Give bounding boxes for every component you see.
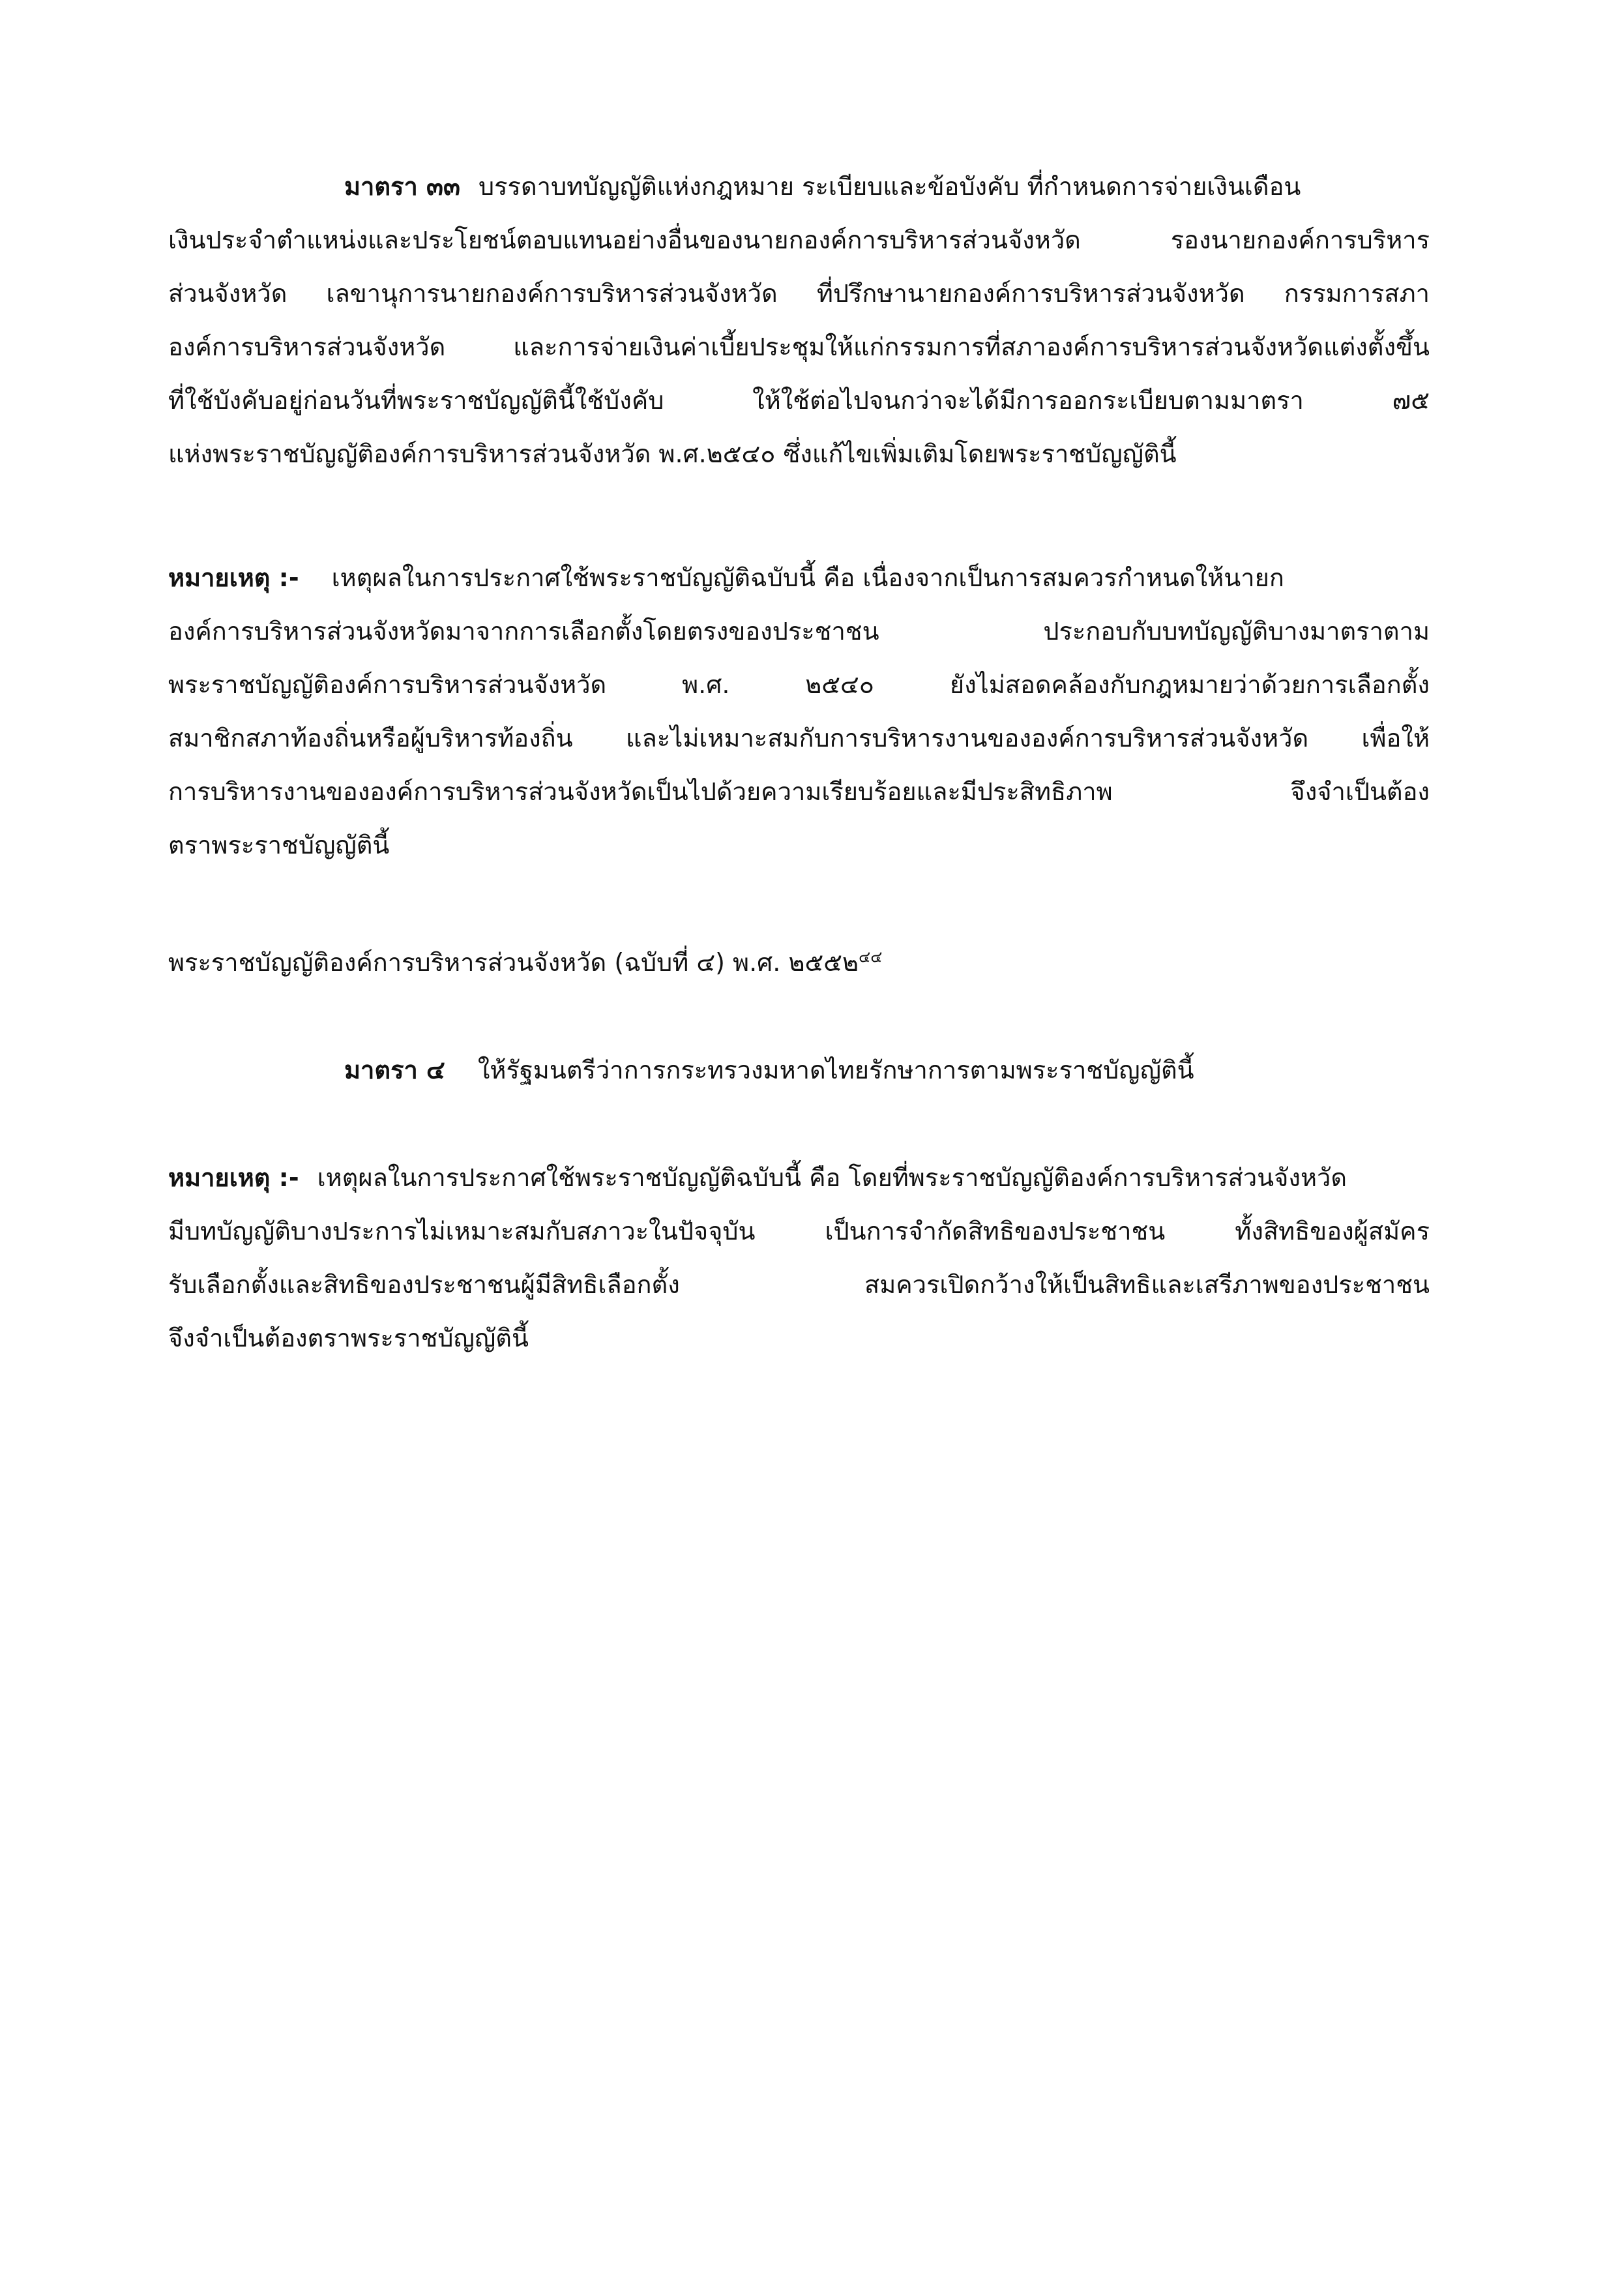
note-1-line-3: สมาชิกสภาท้องถิ่นหรือผู้บริหารท้องถิ่น และไม่เหมาะสมกับการบริหารงานขององค์การบริหารส่วนจังหวัด เพื่อให้	[168, 724, 1430, 753]
section-33-line-4: ที่ใช้บังคับอยู่ก่อนวันที่พระราชบัญญัตินี้ใช้บังคับ ให้ใช้ต่อไปจนกว่าจะได้มีการออกระเบียบตามมาตรา ๗๕	[168, 386, 1430, 415]
note-1	[168, 551, 1430, 872]
section-33-line-3: องค์การบริหารส่วนจังหวัด และการจ่ายเงินค่าเบี้ยประชุมให้แก่กรรมการที่สภาองค์การบริหารส่วนจังหวัดแต่งตั้งขึ้น	[168, 333, 1430, 361]
note-2	[168, 1151, 1430, 1365]
section-4-text: ให้รัฐมนตรีว่าการกระทรวงมหาดไทยรักษาการตามพระราชบัญญัตินี้	[477, 1056, 1194, 1084]
note-1-line-2: พระราชบัญญัติองค์การบริหารส่วนจังหวัด พ.ศ. ๒๕๔๐ ยังไม่สอดคล้องกับกฎหมายว่าด้วยการเลือกตั้ง	[168, 670, 1430, 699]
note-2-line-2: รับเลือกตั้งและสิทธิของประชาชนผู้มีสิทธิเลือกตั้ง สมควรเปิดกว้างให้เป็นสิทธิและเสรีภาพของประชาชน	[168, 1270, 1430, 1299]
section-33	[168, 160, 1430, 481]
note-1-line-1: องค์การบริหารส่วนจังหวัดมาจากการเลือกตั้งโดยตรงของประชาชน ประกอบกับบทบัญญัติบางมาตราตาม	[168, 617, 1430, 646]
act-4-title-line	[168, 936, 1430, 989]
section-33-line-2: ส่วนจังหวัด เลขานุการนายกองค์การบริหารส่วนจังหวัด ที่ปรึกษานายกองค์การบริหารส่วนจังหวัด กรรมการสภา	[168, 279, 1430, 308]
note-2-line-3: จึงจำเป็นต้องตราพระราชบัญญัตินี้	[168, 1324, 529, 1352]
note-2-line-0: เหตุผลในการประกาศใช้พระราชบัญญัติฉบับนี้ คือ โดยที่พระราชบัญญัติองค์การบริหารส่วนจังหวัด	[317, 1163, 1347, 1192]
act-4-title: พระราชบัญญัติองค์การบริหารส่วนจังหวัด (ฉบับที่ ๔) พ.ศ. ๒๕๕๒	[168, 948, 859, 977]
section-33-line-1: เงินประจำตำแหน่งและประโยชน์ตอบแทนอย่างอื่นของนายกองค์การบริหารส่วนจังหวัด รองนายกองค์การบริหาร	[168, 226, 1430, 254]
section-33-label: มาตรา ๓๓	[344, 172, 460, 201]
act-4-heading	[168, 936, 1430, 989]
note-1-label: หมายเหตุ :-	[168, 563, 299, 592]
note-2-label: หมายเหตุ :-	[168, 1163, 299, 1192]
section-4	[168, 1043, 1430, 1097]
note-1-line-0: เหตุผลในการประกาศใช้พระราชบัญญัติฉบับนี้ คือ เนื่องจากเป็นการสมควรกำหนดให้นายก	[331, 563, 1284, 592]
section-4-line	[168, 1043, 1430, 1097]
note-2-first-line	[168, 1151, 1430, 1204]
note-1-line-5: ตราพระราชบัญญัตินี้	[168, 831, 390, 859]
footnote-marker: ๔๔	[859, 947, 883, 966]
note-2-line-1: มีบทบัญญัติบางประการไม่เหมาะสมกับสภาวะในปัจจุบัน เป็นการจำกัดสิทธิของประชาชน ทั้งสิทธิของผู้สมัคร	[168, 1217, 1430, 1245]
section-33-line-5: แห่งพระราชบัญญัติองค์การบริหารส่วนจังหวัด พ.ศ.๒๕๔๐ ซึ่งแก้ไขเพิ่มเติมโดยพระราชบัญญัตินี้	[168, 440, 1177, 468]
note-1-first-line	[168, 551, 1430, 604]
note-1-line-4: การบริหารงานขององค์การบริหารส่วนจังหวัดเป็นไปด้วยความเรียบร้อยและมีประสิทธิภาพ จึงจำเป็นต้อง	[168, 777, 1430, 806]
section-33-line-0: บรรดาบทบัญญัติแห่งกฎหมาย ระเบียบและข้อบังคับ ที่กำหนดการจ่ายเงินเดือน	[479, 172, 1301, 201]
section-4-label: มาตรา ๔	[344, 1056, 445, 1084]
section-33-first-line	[168, 160, 1430, 213]
